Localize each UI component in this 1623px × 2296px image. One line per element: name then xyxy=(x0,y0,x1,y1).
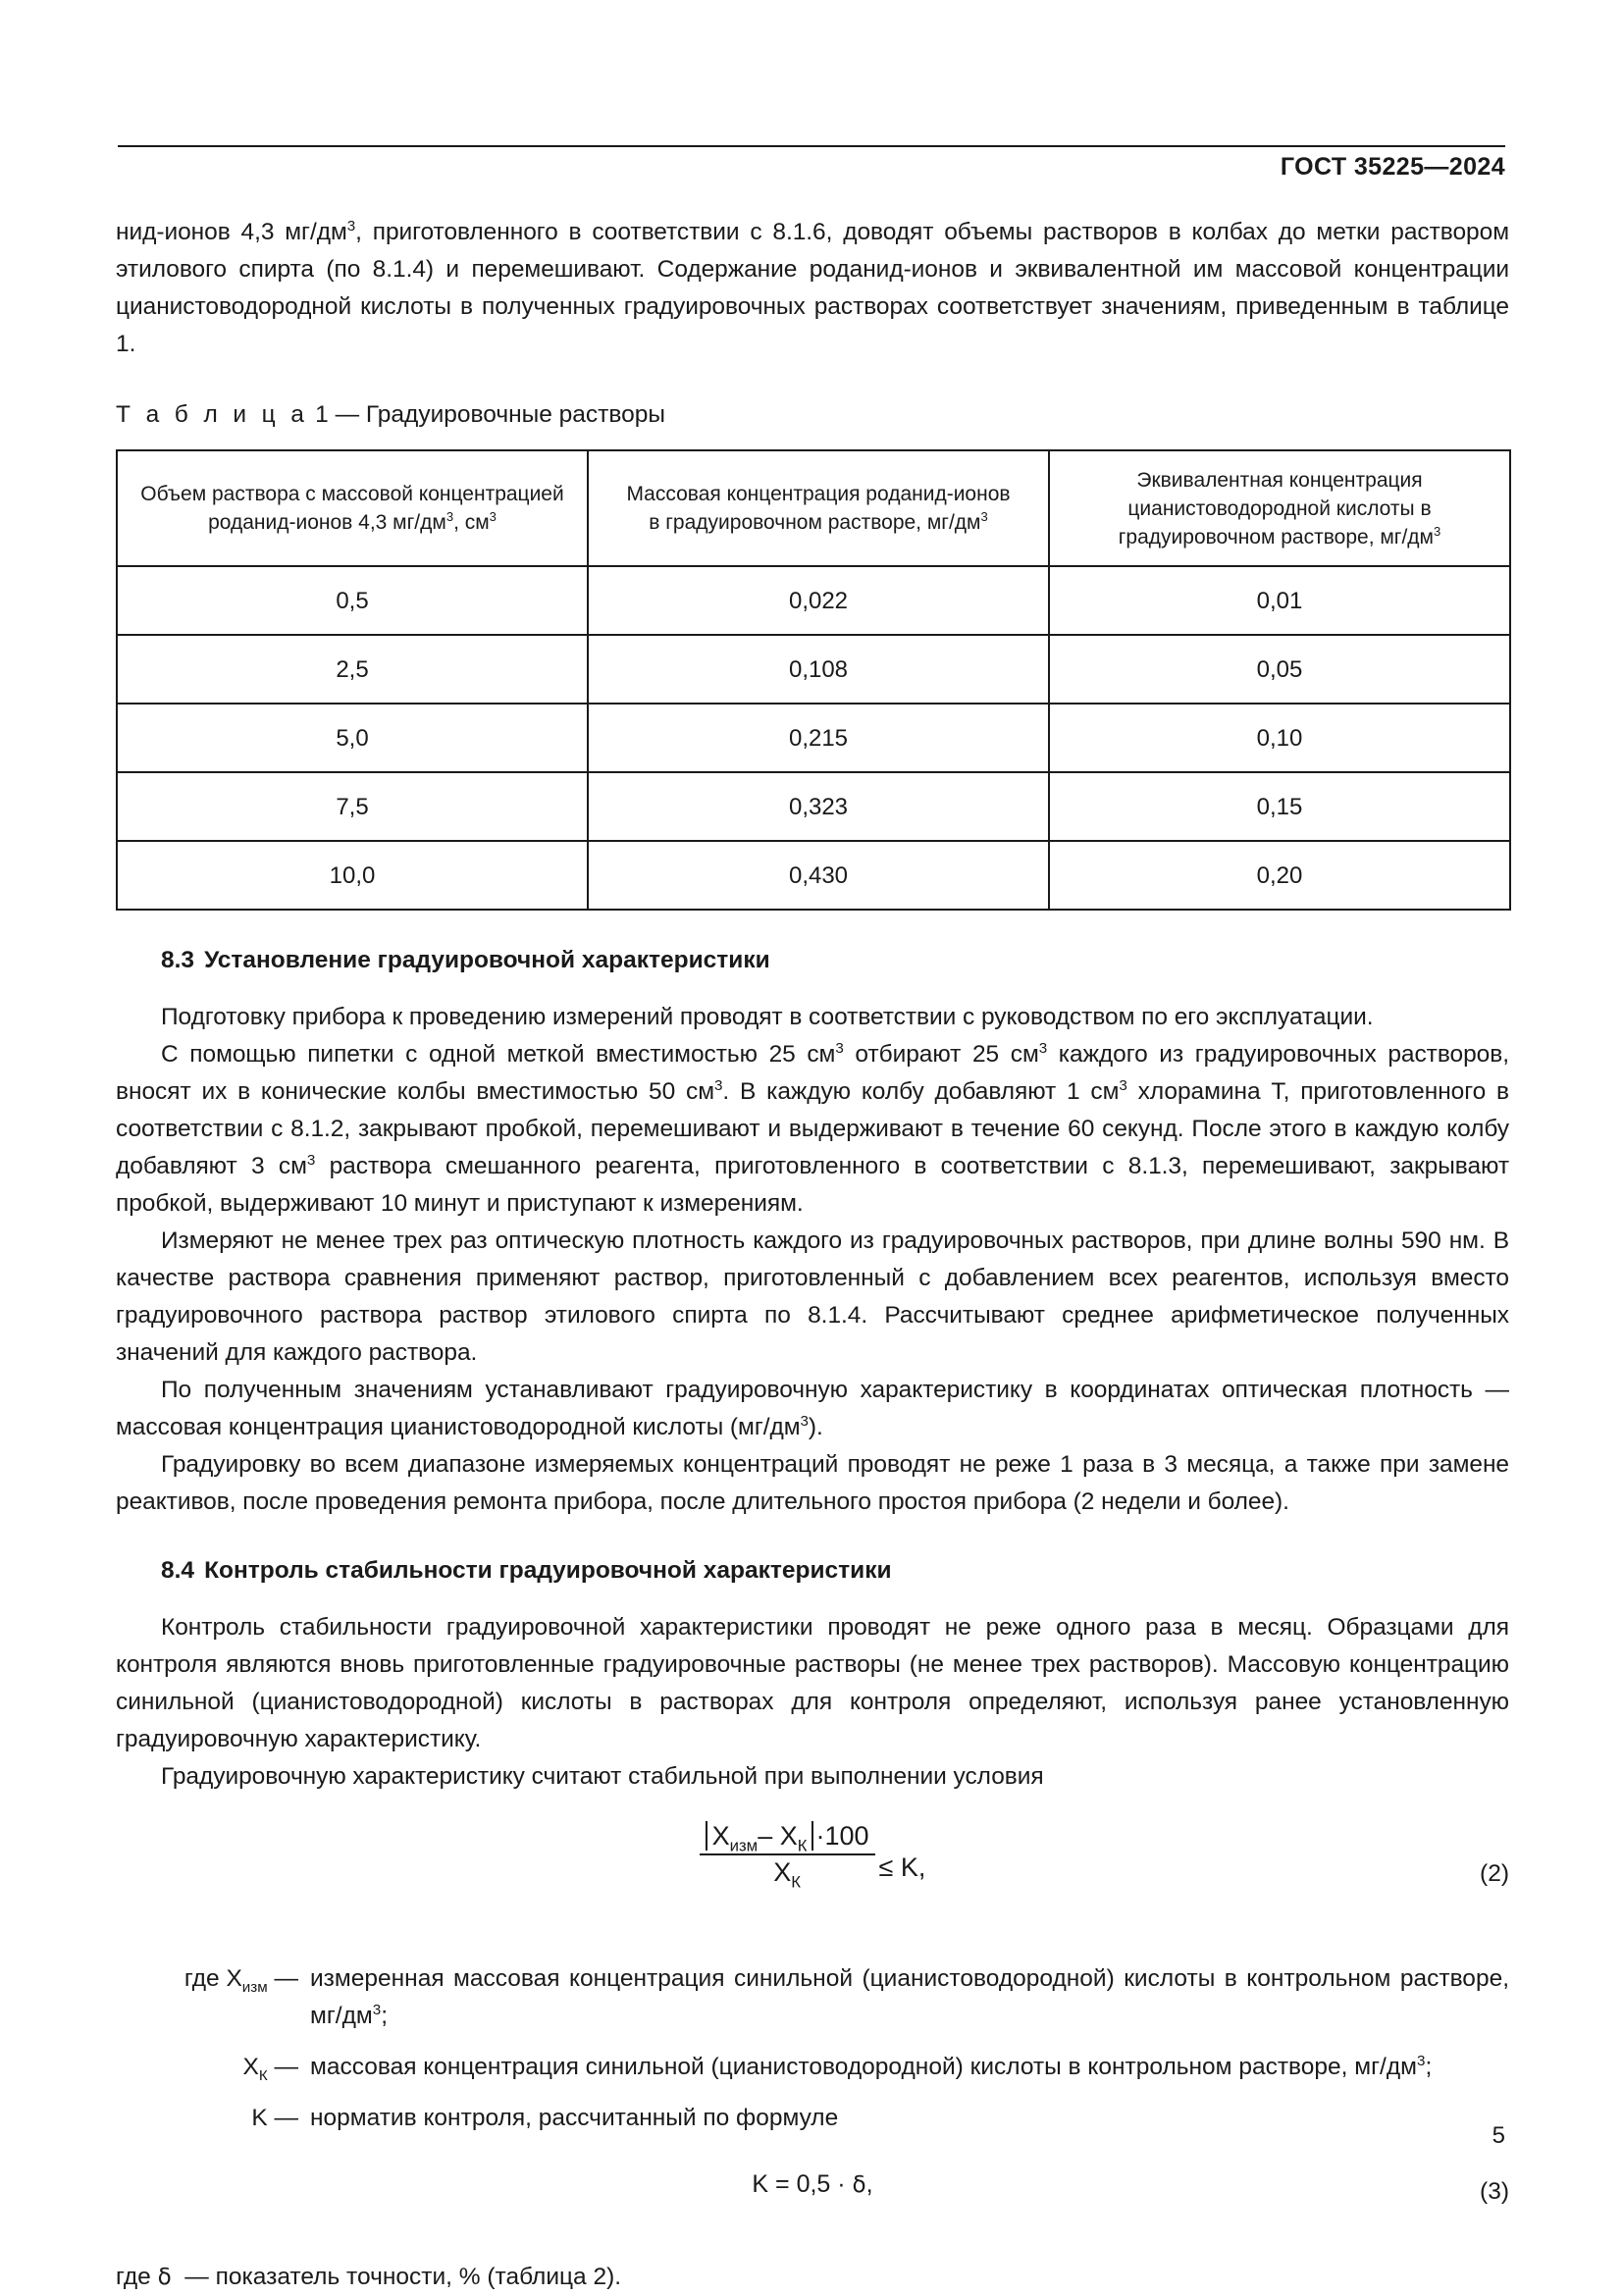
formula-2-den-sub: К xyxy=(791,1872,801,1892)
where-symbol-x-izm: X xyxy=(226,1965,242,1992)
table-caption-dash: — xyxy=(335,401,360,428)
where-desc-2-text: массовая концентрация синильной (цианистоводородной) кислоты в контрольном растворе, мг/дм xyxy=(310,2054,1418,2080)
formula-2-den-x: X xyxy=(773,1857,792,1887)
cell-equivalent: 0,15 xyxy=(1049,772,1510,841)
where-tail-word: где xyxy=(116,2264,151,2290)
where-dash-2: — xyxy=(274,2054,298,2080)
cell-equivalent: 0,01 xyxy=(1049,566,1510,635)
where-item-x-izm xyxy=(116,1960,1509,2035)
intro-text-a: нид-ионов 4,3 мг/дм xyxy=(116,219,347,245)
section-number-8-3: 8.3 xyxy=(161,947,195,973)
where-symbol-x-k-sub: К xyxy=(258,2066,268,2084)
cell-thiocyanate: 0,323 xyxy=(588,772,1049,841)
where-symbol-x-k: X xyxy=(242,2054,259,2080)
section-83-paragraph-3: Измеряют не менее трех раз оптическую плотность каждого из градуировочных растворов, при длине волны 590 нм. В качестве раствора сравнения применяют раствор, приготовленный с добавлением всех реагентов, используя вместо градуировочного раствора раствор этилового спирта по 8.1.4. Рассчитывают среднее арифметическое полученных значений для каждого раствора. xyxy=(116,1227,1509,1366)
cell-volume: 10,0 xyxy=(117,841,588,910)
section-83-paragraph-2 xyxy=(116,1036,1509,1223)
section-title-8-4: Контроль стабильности градуировочной характеристики xyxy=(204,1557,892,1584)
where-lead-3 xyxy=(116,2100,298,2137)
table-row xyxy=(117,772,1510,841)
section-heading-8-3 xyxy=(116,944,1509,977)
page-content xyxy=(116,214,1509,2296)
formula-2-numerator xyxy=(700,1821,875,1853)
cell-volume: 0,5 xyxy=(117,566,588,635)
table-row xyxy=(117,566,1510,635)
p2-sup4: 3 xyxy=(1119,1076,1127,1094)
header-thio-line2a: в градуировочном растворе, мг/дм xyxy=(649,511,981,534)
formula-3-expression xyxy=(116,2170,1509,2199)
table-header-row xyxy=(117,450,1510,566)
p2-e: хлорамина Т, приготовленного в соответствии с 8.1.2, закрывают пробкой, перемешивают и выдерживают в течение 60 секунд. После этого в каждую колбу добавляют 3 см xyxy=(116,1078,1509,1179)
table-caption-title: Градуировочные растворы xyxy=(365,401,666,428)
formula-2-mult-100: ·100 xyxy=(815,1821,869,1851)
table-caption xyxy=(116,398,1509,432)
cell-thiocyanate: 0,022 xyxy=(588,566,1049,635)
where-symbol-x-izm-sub: изм xyxy=(241,1978,268,1996)
p2-d: . В каждую колбу добавляют 1 см xyxy=(722,1078,1120,1105)
intro-paragraph xyxy=(116,214,1509,363)
where-desc-2-end: ; xyxy=(1425,2054,1433,2080)
table-caption-number: 1 xyxy=(315,401,329,428)
header-divider xyxy=(118,145,1505,147)
cell-equivalent: 0,05 xyxy=(1049,635,1510,704)
where-desc-1-text: измеренная массовая концентрация синильной (цианистоводородной) кислоты в контрольном растворе, мг/дм xyxy=(310,1965,1509,2029)
where-tail-dash: — xyxy=(184,2264,209,2290)
section-84-paragraph-2: Градуировочную характеристику считают стабильной при выполнении условия xyxy=(161,1763,1044,1790)
section-heading-8-4 xyxy=(116,1554,1509,1588)
where-symbol-k: K xyxy=(251,2105,268,2131)
p2-sup1: 3 xyxy=(835,1039,844,1057)
formula-3-inline xyxy=(752,2170,872,2199)
header-equiv-line3a: градуировочном растворе, мг/дм xyxy=(1118,525,1434,548)
where-dash-3: — xyxy=(274,2105,298,2131)
where-lead-2 xyxy=(116,2049,298,2086)
where-desc-2 xyxy=(298,2049,1509,2086)
where-word: где xyxy=(183,1965,220,1992)
table-row xyxy=(117,841,1510,910)
where-lead-1 xyxy=(116,1960,298,2035)
page-number: 5 xyxy=(1492,2122,1505,2149)
formula-2-minus-xk: – X xyxy=(758,1821,798,1851)
p2-sup5: 3 xyxy=(306,1151,316,1169)
formula-2-xk-sub: К xyxy=(797,1836,808,1855)
p4-sup: 3 xyxy=(800,1412,809,1430)
formula-3-post: , xyxy=(865,2170,873,2198)
formula-2-absolute-value xyxy=(706,1821,814,1855)
formula-3-number: (3) xyxy=(1480,2178,1509,2205)
formula-2-expression xyxy=(116,1821,1509,1892)
formula-2-fraction xyxy=(700,1821,875,1892)
p2-b: отбирают 25 см xyxy=(843,1041,1039,1068)
section-83-paragraph-1: Подготовку прибора к проведению измерений проводят в соответствии с руководством по его эксплуатации. xyxy=(161,1004,1374,1030)
formula-2-x-izm: X xyxy=(711,1821,730,1851)
where-desc-2-sup: 3 xyxy=(1417,2052,1426,2069)
where-desc-1 xyxy=(298,1960,1509,2035)
where-dash-1: — xyxy=(274,1965,298,1992)
header-equiv-line1: Эквивалентная концентрация xyxy=(1136,468,1423,492)
formula-2-number: (2) xyxy=(1480,1860,1509,1887)
p2-a: С помощью пипетки с одной меткой вместимостью 25 см xyxy=(161,1041,836,1068)
intro-text-b: , приготовленного в соответствии с 8.1.6, доводят объемы растворов в колбах до метки раствором этилового спирта (по 8.1.4) и перемешивают. Содержание роданид-ионов и эквивалентной им массовой концентрации цианистоводородной кислоты в полученных градуировочных растворах соответствует значениям, приведенным в таблице 1. xyxy=(116,219,1509,357)
table-header-cell-equivalent xyxy=(1049,450,1510,566)
formula-3-pre: K = 0,5 · xyxy=(752,2170,853,2198)
section-title-8-3: Установление градуировочной характеристики xyxy=(204,947,770,973)
cell-thiocyanate: 0,108 xyxy=(588,635,1049,704)
where-desc-3: норматив контроля, рассчитанный по формуле xyxy=(310,2105,839,2131)
formula-2-row xyxy=(116,1821,1509,1927)
where-tail-delta-symbol: δ xyxy=(157,2265,172,2290)
header-volume-line1: Объем раствора с массовой концентрацией xyxy=(140,483,564,505)
cell-volume: 2,5 xyxy=(117,635,588,704)
section-83-paragraph-5: Градуировку во всем диапазоне измеряемых концентраций проводят не реже 1 раза в 3 месяца, а также при замене реактивов, после проведения ремонта прибора, после длительного простоя прибора (2 недели и более). xyxy=(116,1451,1509,1515)
p4-b: ). xyxy=(808,1414,823,1440)
table-caption-label: Т а б л и ц а xyxy=(116,401,309,428)
formula-3-row xyxy=(116,2170,1509,2233)
header-thio-sup: 3 xyxy=(980,509,988,524)
table-header-cell-thiocyanate xyxy=(588,450,1049,566)
cell-equivalent: 0,20 xyxy=(1049,841,1510,910)
section-84-paragraph-1: Контроль стабильности градуировочной характеристики проводят не реже одного раза в месяц. Образцами для контроля являются вновь приготовленные градуировочные растворы (не менее трех растворов). Массовую концентрацию синильной (цианистоводородной) кислоты в растворах для контроля определяют, используя ранее установленную градуировочную характеристику. xyxy=(116,1614,1509,1752)
cell-volume: 7,5 xyxy=(117,772,588,841)
section-number-8-4: 8.4 xyxy=(161,1557,195,1584)
table-row xyxy=(117,635,1510,704)
formula-3-delta: δ xyxy=(852,2172,866,2198)
header-equiv-line2: цианистоводородной кислоты в xyxy=(1127,496,1432,520)
intro-sup-a: 3 xyxy=(346,217,356,235)
where-tail-delta xyxy=(116,2259,1509,2296)
table-header xyxy=(117,450,1510,566)
p2-c: каждого из градуировочных растворов, вносят их в конические колбы вместимостью 50 см xyxy=(116,1041,1509,1105)
standard-title: ГОСТ 35225—2024 xyxy=(1280,153,1505,181)
cell-equivalent: 0,10 xyxy=(1049,704,1510,772)
table-row xyxy=(117,704,1510,772)
table-header-cell-volume xyxy=(117,450,588,566)
formula-2-denominator xyxy=(767,1855,807,1892)
calibration-solutions-table xyxy=(116,449,1511,911)
where-tail-text: показатель точности, % (таблица 2). xyxy=(215,2264,622,2290)
page-header xyxy=(118,145,1505,190)
header-volume-sup2: 3 xyxy=(489,509,497,524)
p2-sup2: 3 xyxy=(1038,1039,1048,1057)
p4-a: По полученным значениям устанавливают градуировочную характеристику в координатах оптическая плотность — массовая концентрация цианистоводородной кислоты (мг/дм xyxy=(116,1377,1509,1440)
header-volume-sup1: 3 xyxy=(445,509,454,524)
where-item-x-k xyxy=(116,2049,1509,2086)
p2-f: раствора смешанного реагента, приготовленного в соответствии с 8.1.3, перемешивают, закрывают пробкой, выдерживают 10 минут и приступают к измерениям. xyxy=(116,1153,1509,1217)
formula-2-x-izm-sub: изм xyxy=(729,1836,759,1855)
header-volume-line2b: , см xyxy=(453,511,490,534)
header-thio-line1: Массовая концентрация роданид-ионов xyxy=(626,483,1011,505)
where-definitions xyxy=(116,1960,1509,2137)
cell-volume: 5,0 xyxy=(117,704,588,772)
header-equiv-sup: 3 xyxy=(1433,523,1441,539)
section-83-paragraph-4 xyxy=(116,1372,1509,1446)
where-desc-1-end: ; xyxy=(381,2003,388,2029)
cell-thiocyanate: 0,215 xyxy=(588,704,1049,772)
where-item-k xyxy=(116,2100,1509,2137)
header-volume-line2a: роданид-ионов 4,3 мг/дм xyxy=(208,511,446,534)
table-body xyxy=(117,566,1510,910)
cell-thiocyanate: 0,430 xyxy=(588,841,1049,910)
p2-sup3: 3 xyxy=(714,1076,723,1094)
where-desc-1-sup: 3 xyxy=(372,2001,382,2018)
formula-2-relation: ≤ K, xyxy=(878,1852,926,1882)
